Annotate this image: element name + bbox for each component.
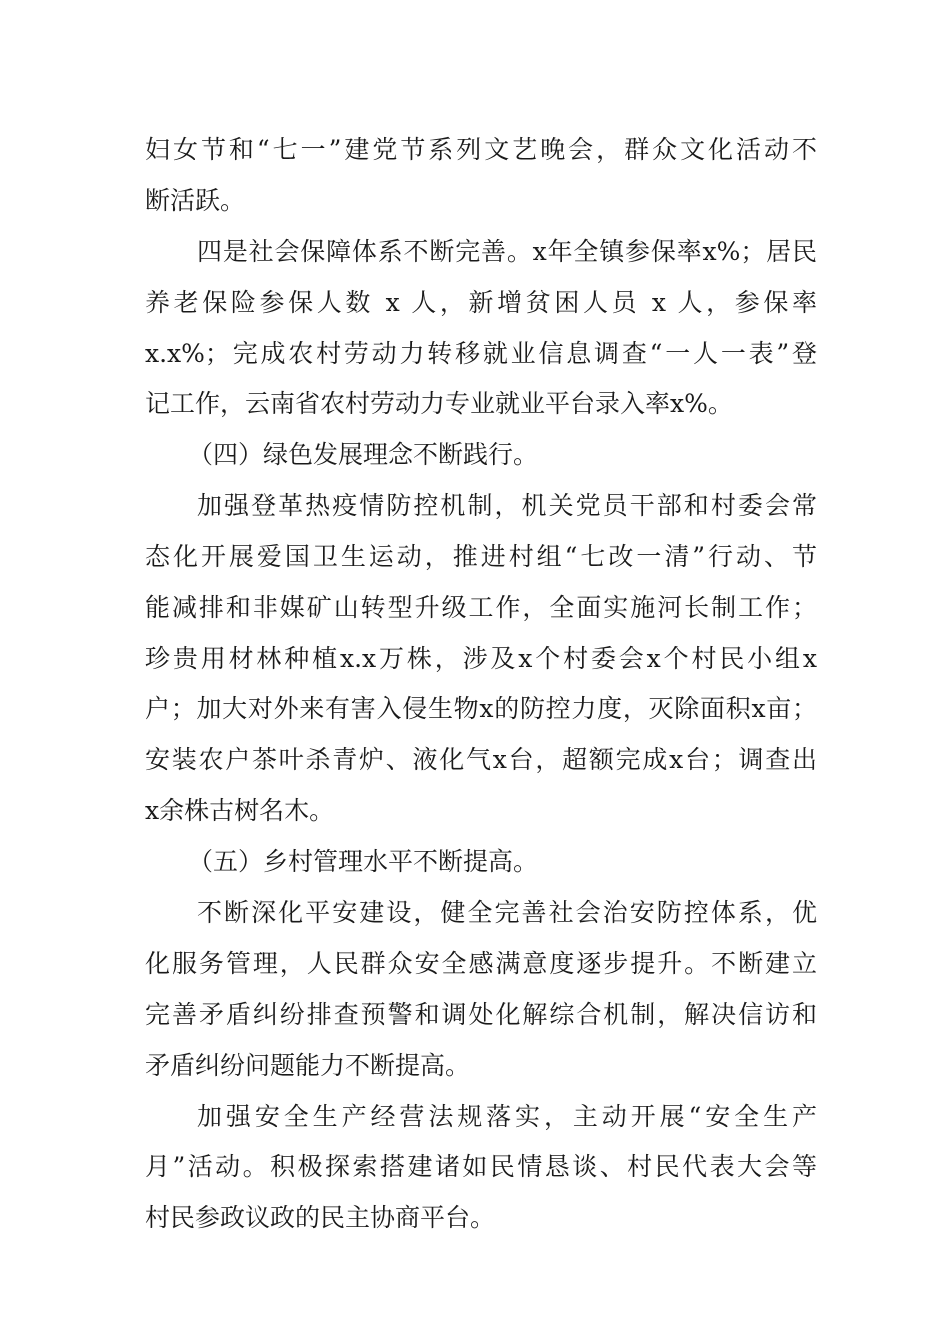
text-line: 能减排和非媒矿山转型升级工作，全面实施河长制工作； xyxy=(145,593,817,622)
text-line: 村民参政议政的民主协商平台。 xyxy=(145,1203,496,1232)
text-line: 户；加大对外来有害入侵生物x的防控力度，灭除面积x亩； xyxy=(145,694,817,723)
text-line: 记工作，云南省农村劳动力专业就业平台录入率x%。 xyxy=(145,389,733,418)
text-line: 矛盾纠纷问题能力不断提高。 xyxy=(145,1051,471,1080)
text-line: 四是社会保障体系不断完善。x年全镇参保率x%；居民 xyxy=(197,237,817,266)
text-line: x.x%；完成农村劳动力转移就业信息调查“一人一表”登 xyxy=(145,339,817,368)
text-line: 珍贵用材林种植x.x万株，涉及x个村委会x个村民小组x xyxy=(145,644,817,673)
text-line: 不断深化平安建设，健全完善社会治安防控体系，优 xyxy=(197,898,817,927)
text-line: 月”活动。积极探索搭建诸如民情恳谈、村民代表大会等 xyxy=(145,1152,817,1181)
text-line: 养老保险参保人数 x 人，新增贫困人员 x 人，参保率 xyxy=(145,288,817,317)
text-line: 加强登革热疫情防控机制，机关党员干部和村委会常 xyxy=(197,491,817,520)
text-line: 妇女节和“七一”建党节系列文艺晚会，群众文化活动不 xyxy=(145,135,817,164)
section-heading: （四）绿色发展理念不断践行。 xyxy=(188,440,539,469)
text-line: 化服务管理，人民群众安全感满意度逐步提升。不断建立 xyxy=(145,949,817,978)
text-line: 断活跃。 xyxy=(145,186,246,215)
text-line: 安装农户茶叶杀青炉、液化气x台，超额完成x台；调查出 xyxy=(145,745,817,774)
text-line: 态化开展爱国卫生运动，推进村组“七改一清”行动、节 xyxy=(145,542,817,571)
text-line: 完善矛盾纠纷排查预警和调处化解综合机制，解决信访和 xyxy=(145,1000,817,1029)
text-line: 加强安全生产经营法规落实，主动开展“安全生产 xyxy=(197,1102,817,1131)
section-heading: （五）乡村管理水平不断提高。 xyxy=(188,847,539,876)
text-line: x余株古树名木。 xyxy=(145,796,335,825)
